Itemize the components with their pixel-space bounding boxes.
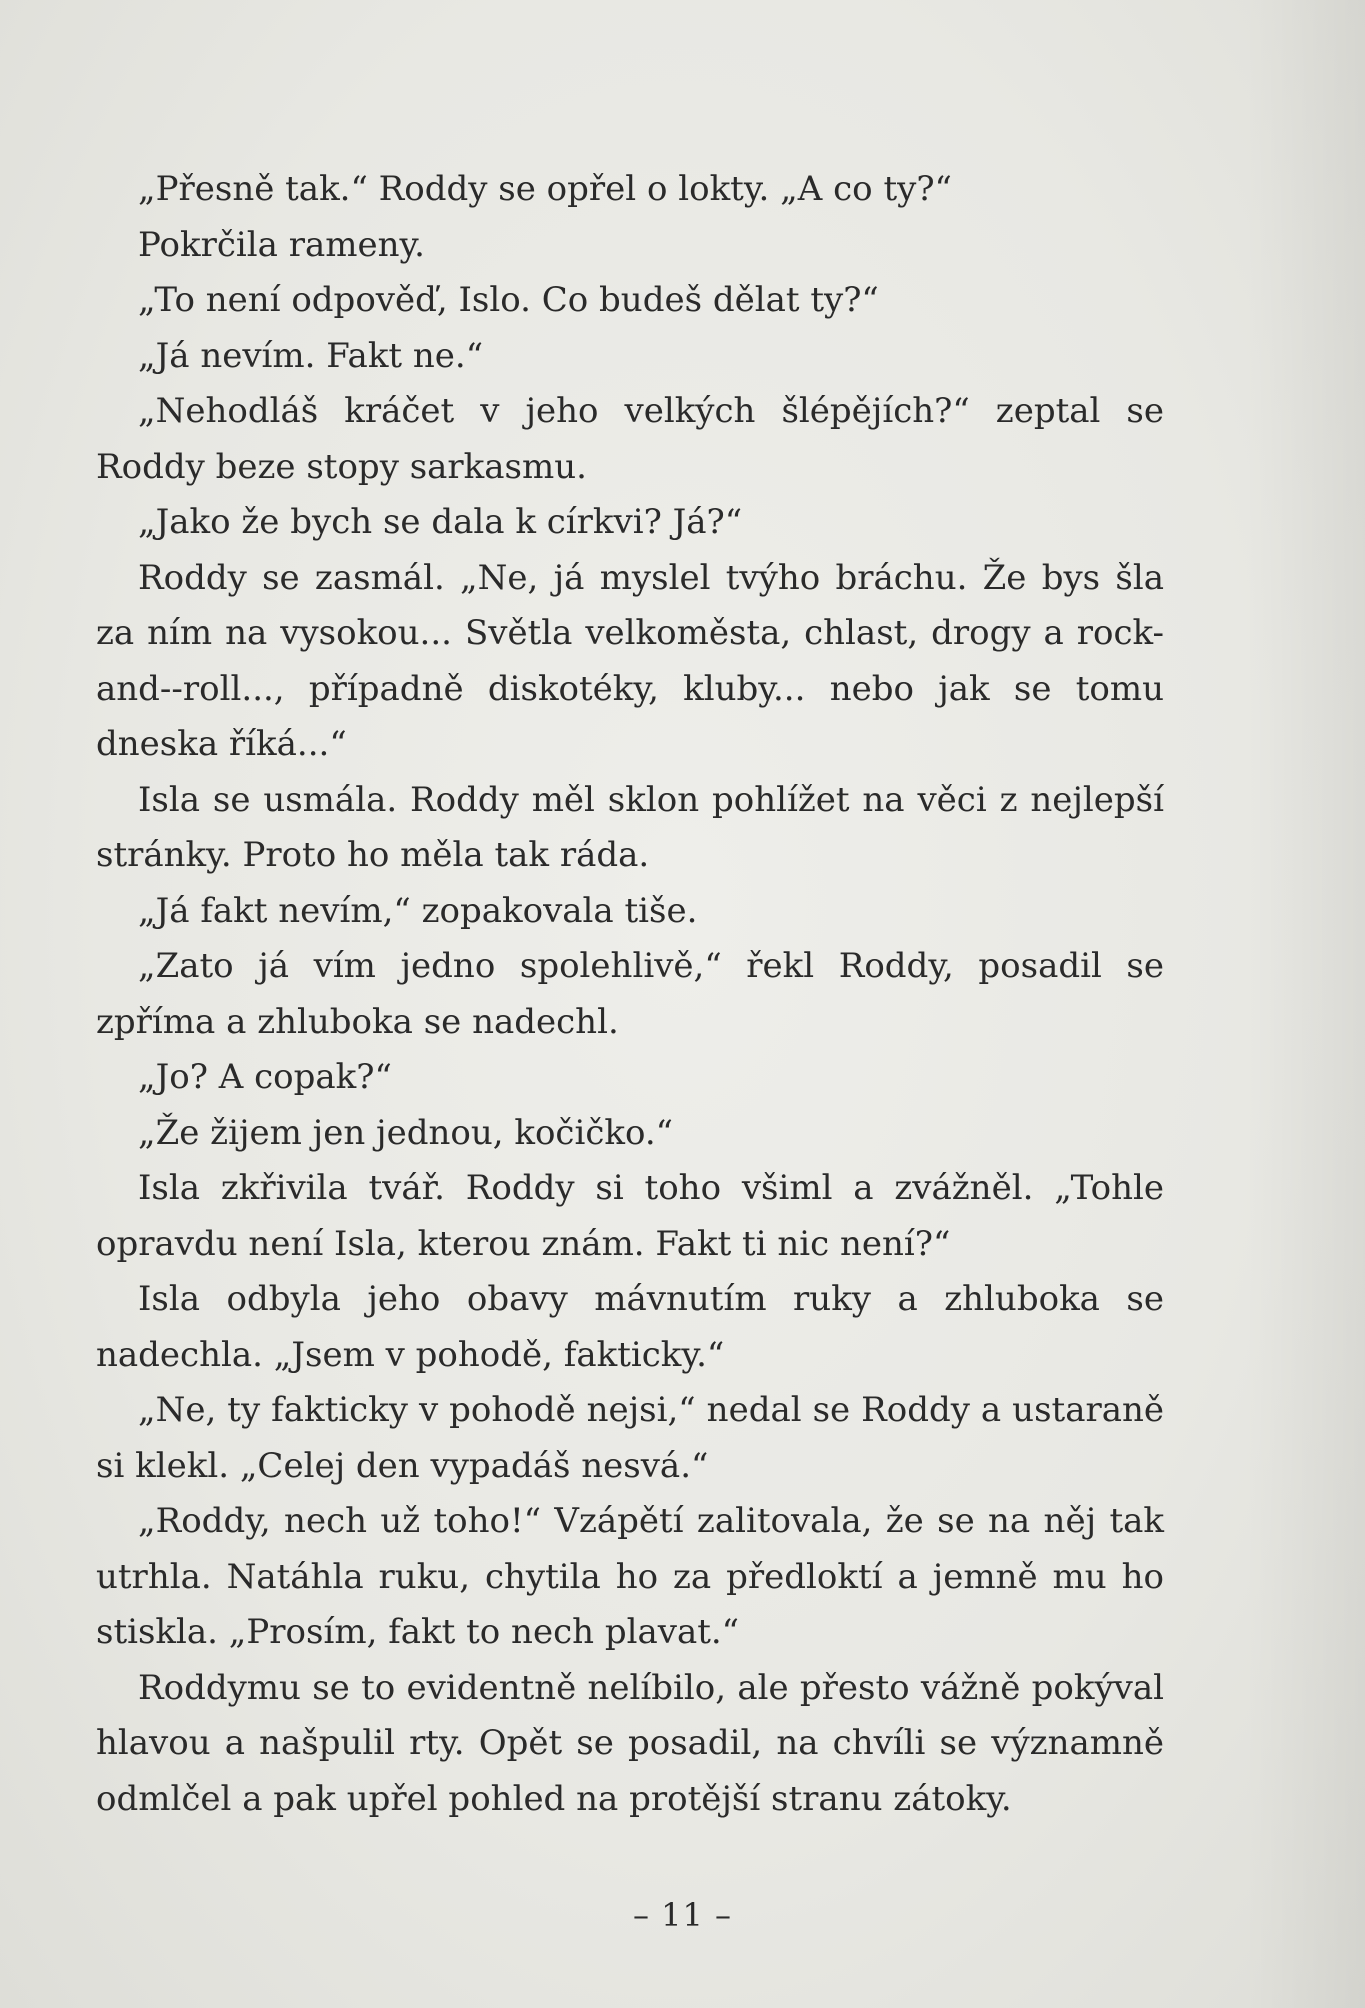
paragraph: „Nehodláš kráčet v jeho velkých šlépějích?“ zeptal se Roddy beze stopy sarkasmu. xyxy=(96,391,1164,487)
paragraph: „Já nevím. Fakt ne.“ xyxy=(138,335,484,376)
paragraph: „To není odpověď, Islo. Co budeš dělat ty?“ xyxy=(138,280,879,320)
paragraph: „Roddy, nech už toho!“ Vzápětí zalitovala, že se na něj tak utrhla. Natáhla ruku, chytila ho za předloktí a jemně mu ho stiskla. „Prosím, fakt to nech plavat.“ xyxy=(96,1501,1164,1652)
paragraph: Roddymu se to evidentně nelíbilo, ale přesto vážně pokýval hlavou a našpulil rty. Opět se posadil, na chvíli se významně odmlčel a pak upřel pohled na protější stranu zátoky. xyxy=(96,1667,1164,1819)
paragraph: „Zato já vím jedno spolehlivě,“ řekl Roddy, posadil se zpříma a zhluboka se nadechl. xyxy=(96,946,1164,1042)
paragraph: „Jo? A copak?“ xyxy=(138,1057,392,1097)
paragraph: Isla se usmála. Roddy měl sklon pohlížet na věci z nejlepší stránky. Proto ho měla tak ráda. xyxy=(96,779,1164,875)
paragraph: Pokrčila rameny. xyxy=(138,224,425,265)
page-number: – 11 – xyxy=(632,1896,733,1934)
paragraph: Roddy se zasmál. „Ne, já myslel tvýho bráchu. Že bys šla za ním na vysokou... Světla velkoměsta, chlast, drogy a rock-and-‑roll..., případně diskotéky, kluby... nebo jak se tomu dneska říká...“ xyxy=(96,557,1164,764)
paragraph: „Ne, ty fakticky v pohodě nejsi,“ nedal se Roddy a ustaraně si klekl. „Celej den vypadáš nesvá.“ xyxy=(96,1390,1164,1486)
paragraph: Isla odbyla jeho obavy mávnutím ruky a zhluboka se nadechla. „Jsem v pohodě, fakticky.“ xyxy=(96,1279,1164,1375)
paragraph: „Přesně tak.“ Roddy se opřel o lokty. „A co ty?“ xyxy=(138,169,952,209)
paragraph: Isla zkřivila tvář. Roddy si toho všiml a zvážněl. „Tohle opravdu není Isla, kterou znám. Fakt ti nic není?“ xyxy=(96,1168,1164,1264)
paragraph: „Jako že bych se dala k církvi? Já?“ xyxy=(138,502,743,542)
paragraph: „Že žijem jen jednou, kočičko.“ xyxy=(138,1112,674,1153)
paragraph: „Já fakt nevím,“ zopakovala tiše. xyxy=(138,890,698,931)
body-text xyxy=(96,162,1164,1827)
